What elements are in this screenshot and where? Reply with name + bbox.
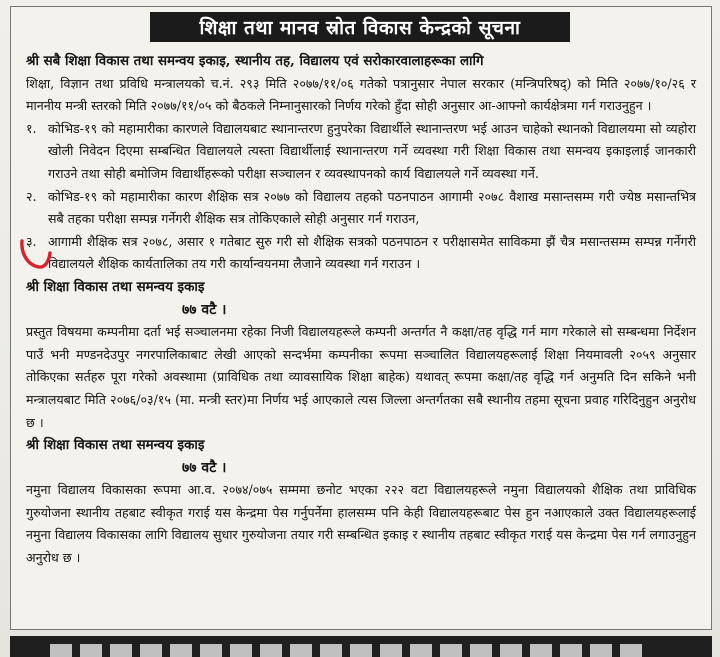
section2-count: ७७ वटै । bbox=[182, 301, 227, 318]
notice-title-banner: शिक्षा तथा मानव स्रोत विकास केन्द्रको सूचना bbox=[150, 12, 570, 42]
addressee-heading: श्री सबै शिक्षा विकास तथा समन्वय इकाइ, स्थानीय तह, विद्यालय एवं सरोकारवालाहरूका लागि bbox=[26, 53, 484, 69]
list-item bbox=[26, 118, 696, 186]
section2-body: प्रस्तुत विषयमा कम्पनीमा दर्ता भई सञ्चालनमा रहेका निजी विद्यालयहरूले कम्पनी अन्तर्गत नै कक्षा/तह वृद्धि गर्न माग गरेकाले सो सम्बन्धमा निर्देशन पाउँ भनी मण्डनदेउपुर नगरपालिकाबाट लेखी आएको सन्दर्भमा कम्पनीका रूपमा सञ्चालित विद्यालयहरूलाई शिक्षा नियमावली २०५९ अनुसार तोकिएका सर्तहरु पूरा गरेको अवस्थामा (प्राविधिक तथा व्यावसायिक शिक्षा बाहेक) यथावत् रूपमा कक्षा/तह वृद्धि गर्न अनुमति दिन सकिने भनी मन्त्रालयबाट मिति २०७६/०३/१५ (मा. मन्त्री स्तर)मा निर्णय भई आएकाले त्यस जिल्ला अन्तर्गतका सबै स्थानीय तहमा सूचना प्रवाह गरिदिनुहुन अनुरोध छ । bbox=[26, 324, 696, 430]
cropped-text-strip bbox=[50, 644, 650, 657]
list-text: कोभिड-१९ को महामारीका कारण शैक्षिक सत्र २०७७ को विद्यालय तहको पठनपाठन आगामी २०७८ वैशाख मसान्तसम्म गरी ज्येष्ठ मसान्तभित्र सबै तहका परीक्षा सम्पन्न गर्नेगरी शैक्षिक सत्र तोकिएकाले सोही अनुसार गर्न गराउन, bbox=[48, 188, 696, 227]
list-item bbox=[26, 231, 696, 276]
list-number: १. bbox=[26, 120, 37, 136]
list-text: कोभिड-१९ को महामारीका कारणले विद्यालयबाट स्थानान्तरण हुनुपरेका विद्यार्थीले स्थानान्तरण भई आउन चाहेको स्थानको विद्यालयमा सो व्यहोरा खोली निवेदन दिएमा सम्बन्धित विद्यालयले त्यस्ता विद्यार्थीलाई स्थानान्तरण गर्ने व्यवस्था गरी शिक्षा विकास तथा समन्वय इकाइलाई जानकारी गराउने तथा सोही बमोजिम विद्यार्थीहरूको परीक्षा सञ्चालन र व्यवस्थापनको कार्य विद्यालयले गर्ने व्यवस्था गर्ने. bbox=[48, 120, 696, 181]
section2-heading: श्री शिक्षा विकास तथा समन्वय इकाइ bbox=[26, 278, 205, 295]
list-number: २. bbox=[26, 188, 37, 204]
intro-paragraph: शिक्षा, विज्ञान तथा प्रविधि मन्त्रालयको च.नं. २९३ मिति २०७७/११/०६ गतेको पत्रानुसार नेपाल सरकार (मन्त्रिपरिषद्) को मिति २०७७/१०/२६ र माननीय मन्त्री स्तरको मिति २०७७/११/०५ को बैठकले निम्नानुसारको निर्णय गरेको हुँदा सोही अनुसार आ-आफ्नो कार्यक्षेत्रमा गर्न गराउनुहुन । bbox=[26, 75, 696, 114]
list-item bbox=[26, 186, 696, 231]
red-pen-mark bbox=[19, 237, 53, 273]
section3-count: ७७ वटै । bbox=[182, 459, 227, 476]
notice-body bbox=[26, 50, 696, 570]
list-text: आगामी शैक्षिक सत्र २०७८, असार १ गतेबाट सुरु गरी सो शैक्षिक सत्रको पठनपाठन र परीक्षासमेत साविकमा झैं चैत्र मसान्तसम्म सम्पन्न गर्नेगरी विद्यालयले शैक्षिक कार्यतालिका तय गरी कार्यान्वयनमा लैजाने व्यवस्था गर्न गराउन । bbox=[48, 233, 696, 272]
section3-heading: श्री शिक्षा विकास तथा समन्वय इकाइ bbox=[26, 437, 205, 454]
list-number: ३. bbox=[26, 233, 37, 249]
next-notice-banner-cropped bbox=[10, 636, 712, 657]
section3-body: नमुना विद्यालय विकासका रूपमा आ.व. २०७४/०७५ सम्ममा छनोट भएका २२२ वटा विद्यालयहरूले नमुना विद्यालयको शैक्षिक तथा प्राविधिक गुरुयोजना स्थानीय तहबाट स्वीकृत गराई यस केन्द्रमा पेस गर्नुपर्नेमा हालसम्म पनि केही विद्यालयहरूबाट पेस हुन नआएकाले उक्त विद्यालयहरूलाई नमुना विद्यालय विकासका लागि विद्यालय सुधार गुरुयोजना तयार गरी सम्बन्धित इकाइ र स्थानीय तहबाट स्वीकृत गराई यस केन्द्रमा पेस गर्न लगाउनुहुन अनुरोध छ । bbox=[26, 482, 696, 566]
